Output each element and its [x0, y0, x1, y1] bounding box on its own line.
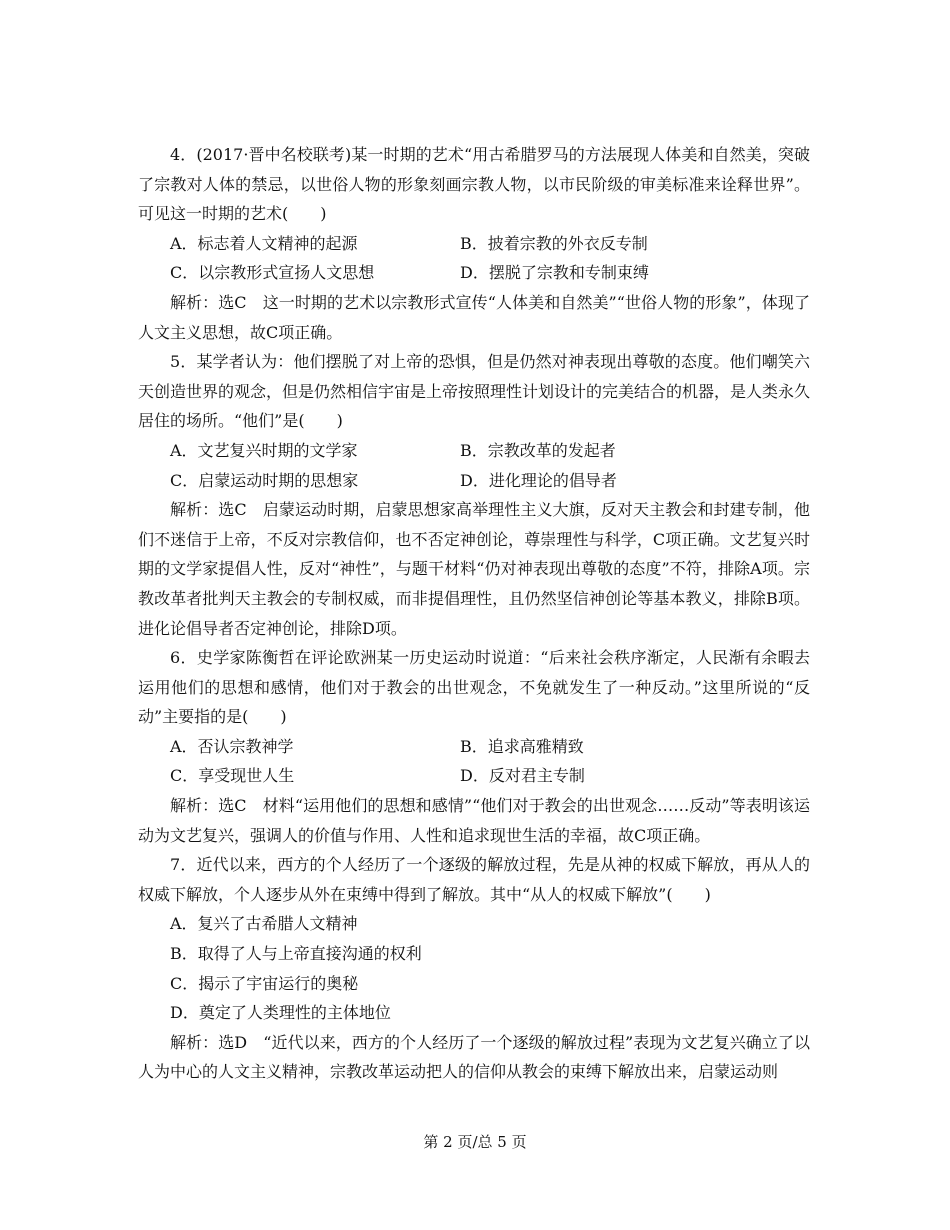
- question-4-option-b: B．披着宗教的外衣反专制: [460, 233, 648, 253]
- question-4-option-c: C．以宗教形式宣扬人文思想: [170, 263, 375, 283]
- question-7-option-c: C．揭示了宇宙运行的奥秘: [170, 973, 359, 993]
- question-6-stem: 6．史学家陈衡哲在评论欧洲某一历史运动时说道：“后来社会秩序渐定，人民渐有余暇去运用他们的思想和感情，他们对于教会的出世观念，不免就发生了一种反动。”这里所说的“反动”主要指的是( ): [138, 648, 810, 727]
- question-5-option-a: A．文艺复兴时期的文学家: [170, 440, 358, 460]
- question-6-option-b: B．追求高雅精致: [460, 736, 584, 756]
- question-6-options-row-2: [138, 761, 810, 791]
- page-footer: 第 2 页/总 5 页: [423, 1133, 527, 1151]
- question-4-options-row-2: [138, 258, 810, 288]
- question-7-option-d: D．奠定了人类理性的主体地位: [170, 1003, 391, 1023]
- question-6-option-c: C．享受现世人生: [170, 766, 295, 786]
- question-6-analysis: 解析：选C 材料“运用他们的思想和感情”“他们对于教会的出世观念……反动”等表明该运动为文艺复兴，强调人的价值与作用、人性和追求现世生活的幸福，故C项正确。: [138, 796, 810, 845]
- question-4-options-row-1: [138, 229, 810, 259]
- question-4-option-d: D．摆脱了宗教和专制束缚: [460, 263, 649, 283]
- question-6-option-d: D．反对君主专制: [460, 766, 585, 786]
- question-5-options-row-2: [138, 466, 810, 496]
- question-5-stem: 5．某学者认为：他们摆脱了对上帝的恐惧，但是仍然对神表现出尊敬的态度。他们嘲笑六天创造世界的观念，但是仍然相信宇宙是上帝按照理性计划设计的完美结合的机器，是人类永久居住的场所。“他们”是( ): [138, 352, 811, 431]
- question-4-analysis: 解析：选C 这一时期的艺术以宗教形式宣传“人体美和自然美”“世俗人物的形象”，体现了人文主义思想，故C项正确。: [138, 292, 810, 342]
- question-5-option-d: D．进化理论的倡导者: [460, 470, 617, 490]
- document-body: [138, 140, 810, 1087]
- question-7-stem: 7．近代以来，西方的个人经历了一个逐级的解放过程，先是从神的权威下解放，再从人的权威下解放，个人逐步从外在束缚中得到了解放。其中“从人的权威下解放”( ): [138, 855, 810, 904]
- question-5-analysis: 解析：选C 启蒙运动时期，启蒙思想家高举理性主义大旗，反对天主教会和封建专制，他们不迷信于上帝，不反对宗教信仰，也不否定神创论，尊崇理性与科学，C项正确。文艺复兴时期的文学家提倡人性，反对“神性”，与题干材料“仍对神表现出尊敬的态度”不符，排除A项。宗教改革者批判天主教会的专制权威，而非提倡理性，且仍然坚信神创论等基本教义，排除B项。进化论倡导者否定神创论，排除D项。: [138, 500, 810, 638]
- question-5-options-row-1: [138, 436, 810, 466]
- question-4-stem: 4．(2017·晋中名校联考)某一时期的艺术“用古希腊罗马的方法展现人体美和自然美，突破了宗教对人体的禁忌，以世俗人物的形象刻画宗教人物，以市民阶级的审美标准来诠释世界”。可见这一时期的艺术( ): [138, 145, 810, 224]
- question-6-option-a: A．否认宗教神学: [170, 736, 294, 756]
- question-6-options-row-1: [138, 732, 810, 762]
- question-7-analysis: 解析：选D “近代以来，西方的个人经历了一个逐级的解放过程”表现为文艺复兴确立了以人为中心的人文主义精神，宗教改革运动把人的信仰从教会的束缚下解放出来，启蒙运动则: [138, 1032, 810, 1082]
- question-5-option-c: C．启蒙运动时期的思想家: [170, 470, 359, 490]
- question-7-option-b: B．取得了人与上帝直接沟通的权利: [170, 944, 422, 964]
- question-7-option-a: A．复兴了古希腊人文精神: [170, 914, 358, 934]
- question-4-option-a: A．标志着人文精神的起源: [170, 233, 358, 253]
- question-5-option-b: B．宗教改革的发起者: [460, 440, 616, 460]
